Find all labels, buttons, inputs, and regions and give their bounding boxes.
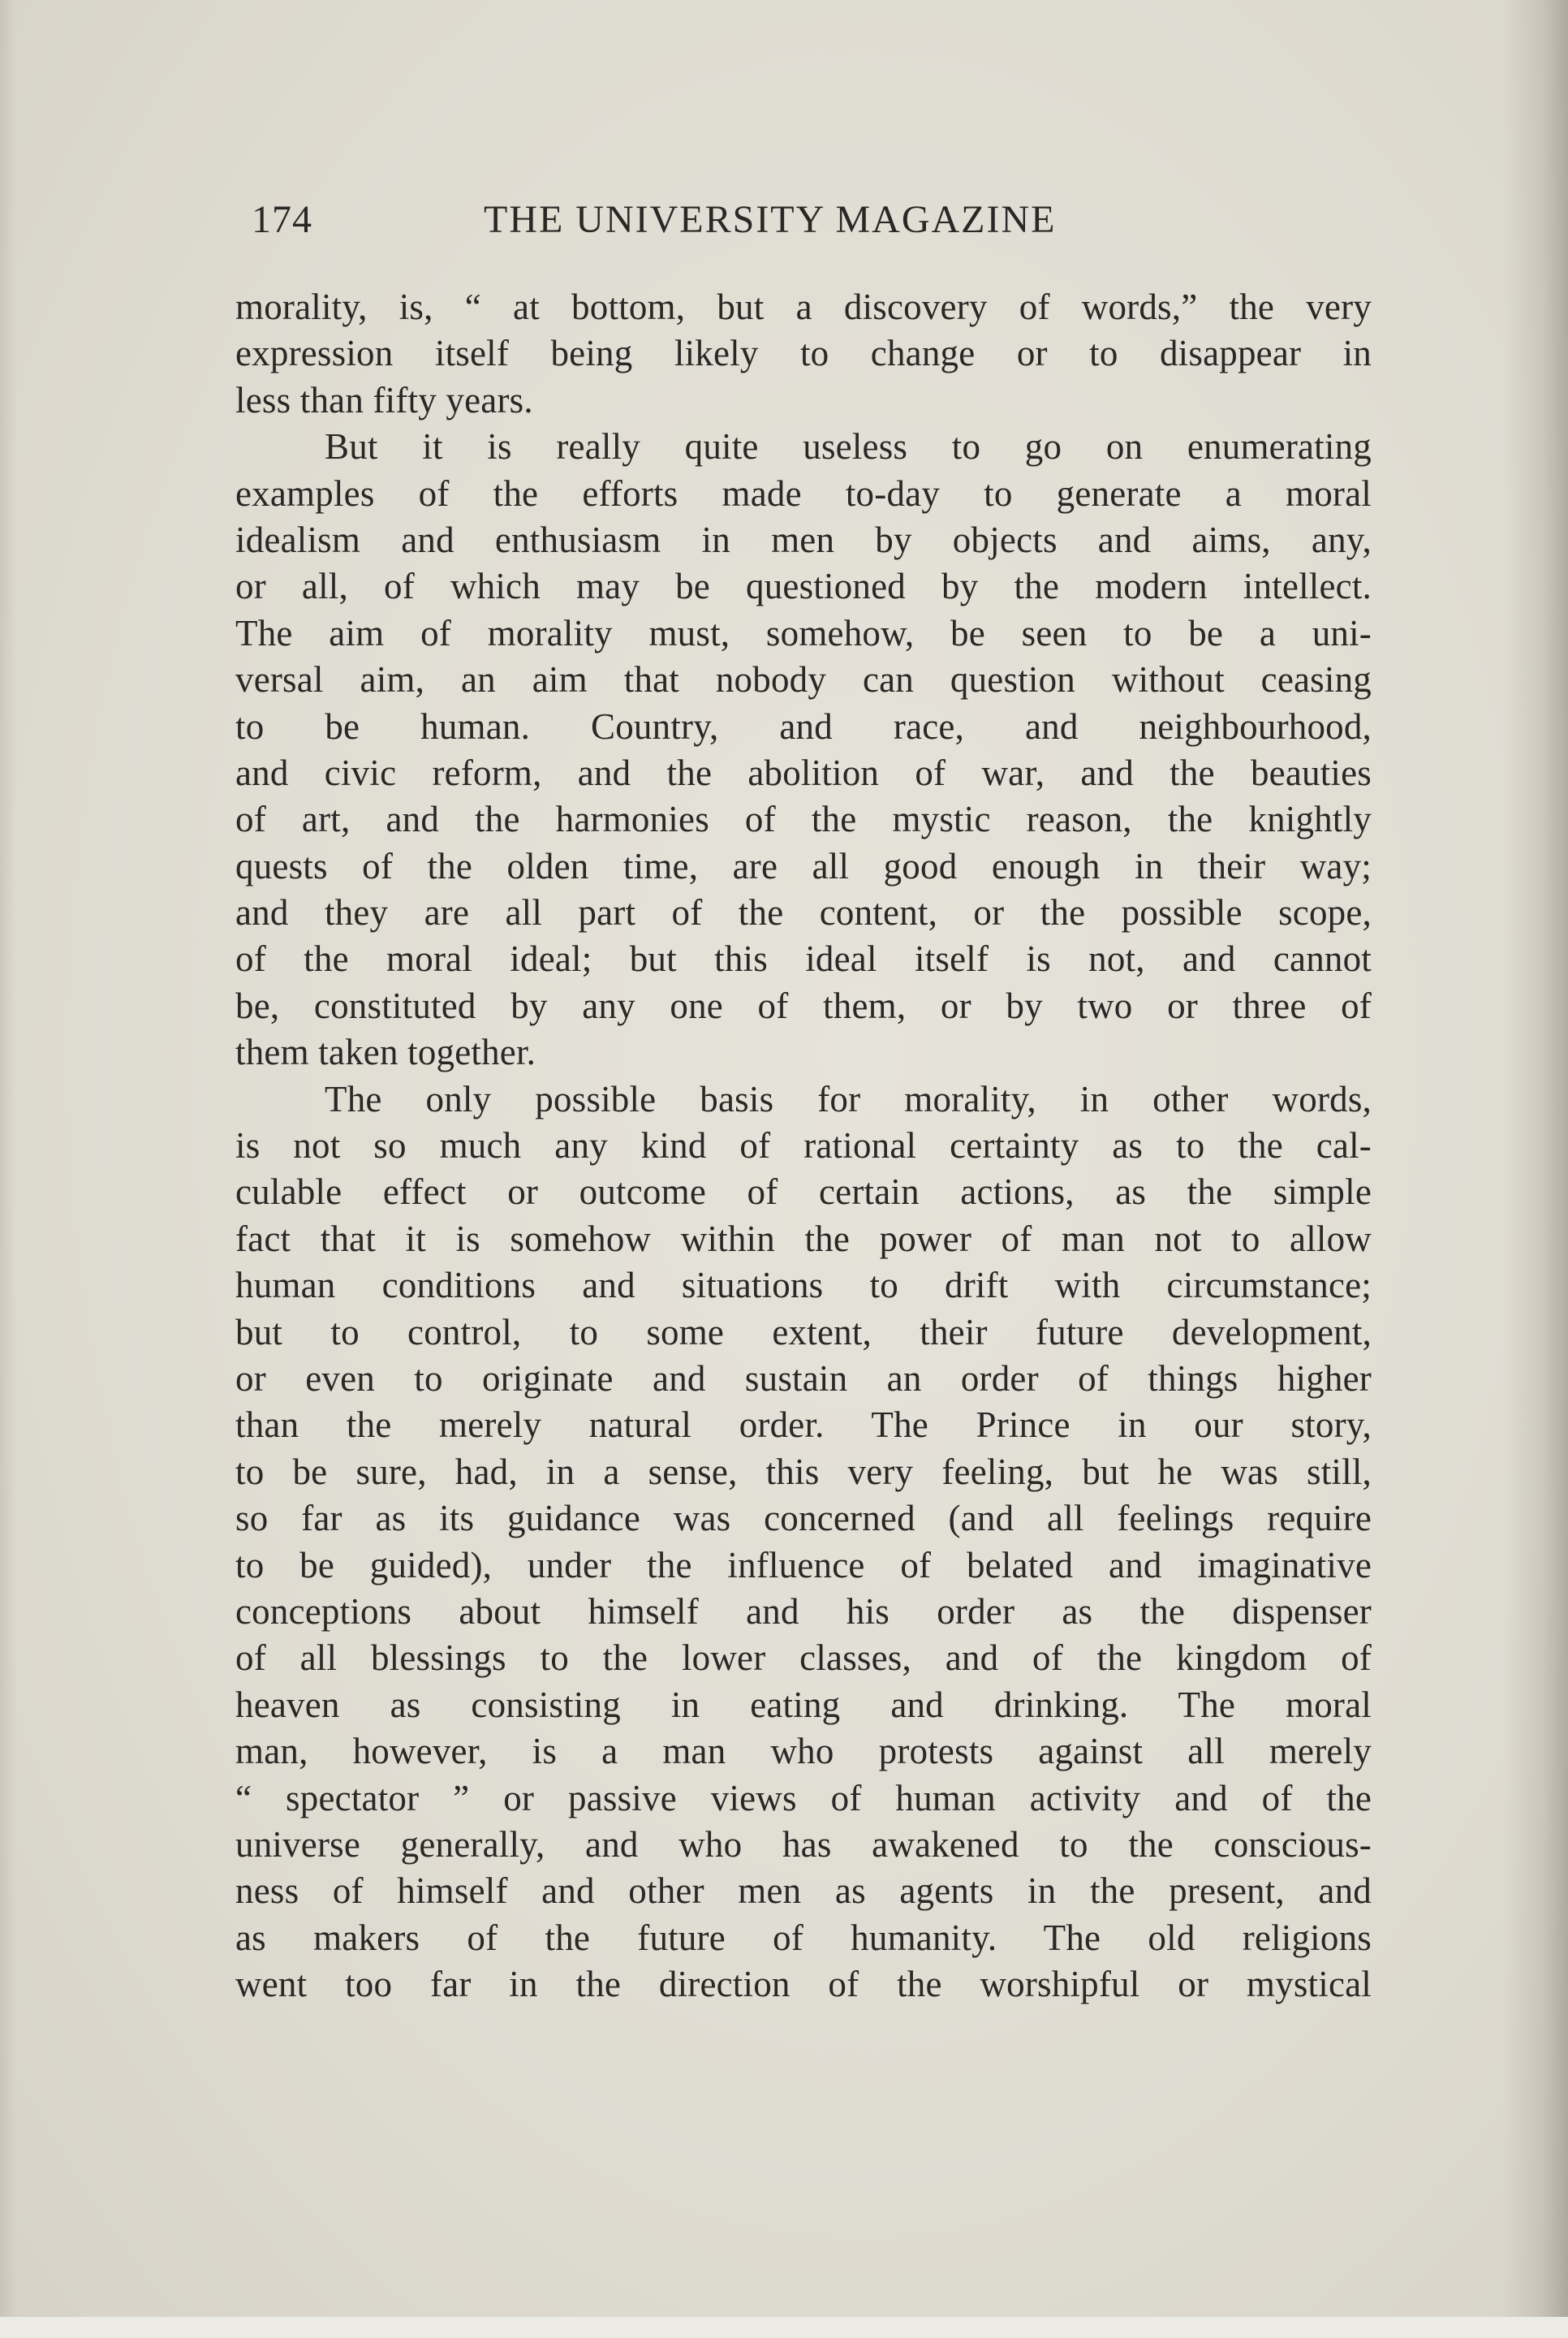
text-line: and they are all part of the content, or the possible scope, bbox=[235, 892, 1372, 934]
text-line: The aim of morality must, somehow, be seen to be a uni- bbox=[235, 612, 1372, 654]
text-line: morality, is, “ at bottom, but a discovery of words,” the very bbox=[235, 287, 1372, 327]
text-line: human conditions and situations to drift with circumstance; bbox=[235, 1265, 1372, 1306]
text-line: of all blessings to the lower classes, and of the kingdom of bbox=[235, 1637, 1372, 1679]
text-line: and civic reform, and the abolition of war, and the beauties bbox=[235, 752, 1372, 793]
text-line: of art, and the harmonies of the mystic reason, the knightly bbox=[235, 799, 1372, 840]
text-line: of the moral ideal; but this ideal itself is not, and cannot bbox=[235, 938, 1372, 980]
text-line: conceptions about himself and his order as the dispenser bbox=[235, 1590, 1372, 1632]
text-line: “ spectator ” or passive views of human activity and of the bbox=[235, 1777, 1372, 1818]
page-left-edge bbox=[0, 0, 16, 2338]
text-line: ness of himself and other men as agents in the present, and bbox=[235, 1870, 1372, 1912]
paragraph-2 bbox=[235, 424, 1372, 1076]
text-line: culable effect or outcome of certain actions, as the simple bbox=[235, 1171, 1372, 1213]
text-line: to be guided), under the influence of belated and imaginative bbox=[235, 1544, 1372, 1585]
text-line: so far as its guidance was concerned (and all feelings require bbox=[235, 1498, 1372, 1539]
page-header bbox=[252, 192, 1104, 248]
text-line: them taken together. bbox=[235, 1032, 536, 1073]
text-line: but to control, to some extent, their future development, bbox=[235, 1311, 1372, 1352]
body-text bbox=[235, 284, 1372, 2008]
text-line: expression itself being likely to change or to disappear in bbox=[235, 333, 1372, 374]
text-line: The only possible basis for morality, in other words, bbox=[325, 1078, 1372, 1119]
running-head: THE UNIVERSITY MAGAZINE bbox=[484, 198, 1057, 241]
paragraph-3 bbox=[235, 1076, 1372, 2008]
text-line: or all, of which may be questioned by the modern intellect. bbox=[235, 566, 1372, 607]
text-line: heaven as consisting in eating and drinking. The moral bbox=[235, 1684, 1372, 1725]
text-line: man, however, is a man who protests against all merely bbox=[235, 1731, 1372, 1772]
page-gutter-shadow bbox=[1503, 0, 1568, 2338]
text-line: versal aim, an aim that nobody can question without ceasing bbox=[235, 659, 1372, 701]
text-line: to be human. Country, and race, and neighbourhood, bbox=[235, 705, 1372, 747]
text-line: is not so much any kind of rational certainty as to the cal- bbox=[235, 1125, 1372, 1167]
text-line: less than fifty years. bbox=[235, 379, 533, 421]
text-line: idealism and enthusiasm in men by objects and aims, any, bbox=[235, 519, 1372, 560]
text-line: to be sure, had, in a sense, this very feeling, but he was still, bbox=[235, 1451, 1372, 1492]
text-line: fact that it is somehow within the power of man not to allow bbox=[235, 1218, 1372, 1259]
text-line: quests of the olden time, are all good enough in their way; bbox=[235, 845, 1372, 886]
text-line: be, constituted by any one of them, or by two or three of bbox=[235, 985, 1372, 1026]
text-line: as makers of the future of humanity. The old religions bbox=[235, 1917, 1372, 1958]
text-line: than the merely natural order. The Prince in our story, bbox=[235, 1404, 1372, 1446]
text-line: or even to originate and sustain an order of things higher bbox=[235, 1357, 1372, 1399]
text-line: examples of the efforts made to-day to generate a moral bbox=[235, 472, 1372, 514]
page-number: 174 bbox=[252, 198, 312, 241]
text-line: went too far in the direction of the worshipful or mystical bbox=[235, 1964, 1372, 2005]
text-line: But it is really quite useless to go on enumerating bbox=[325, 426, 1372, 468]
scan-bottom-border bbox=[0, 2317, 1568, 2338]
text-line: universe generally, and who has awakened to the conscious- bbox=[235, 1823, 1372, 1865]
paragraph-1 bbox=[235, 284, 1372, 424]
